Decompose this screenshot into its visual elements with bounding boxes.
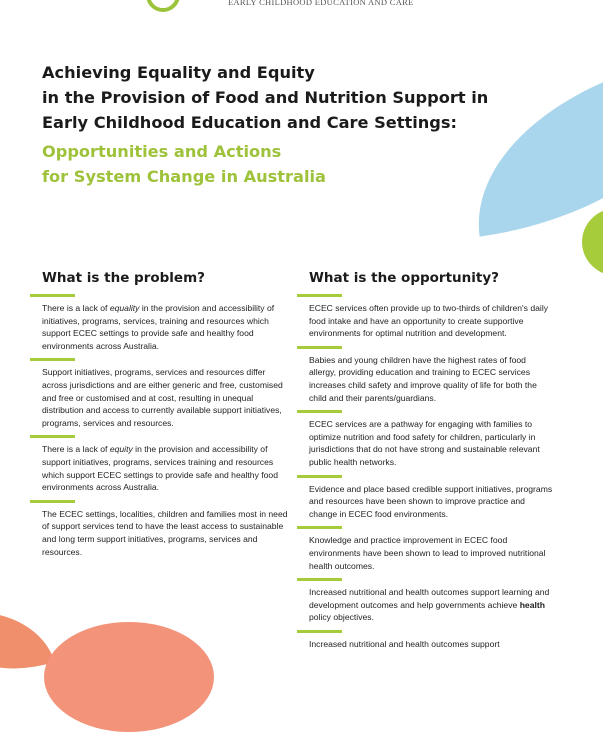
organization-name: EARLY CHILDHOOD EDUCATION AND CARE [228, 0, 414, 7]
emphasis-text: equality [109, 303, 140, 313]
decorative-salmon-circle [44, 622, 214, 732]
opportunity-item [297, 294, 555, 346]
problem-heading: What is the problem? [42, 270, 205, 286]
problem-item [30, 358, 288, 435]
problem-item-text: There is a lack of equity in the provision and accessibility of support initiatives, programs, services training and resources which support ECEC settings to provide safe and healthy food environments across Australia. [42, 444, 278, 493]
accent-bar [297, 578, 342, 581]
problem-item-text: Support initiatives, programs, services and resources differ across jurisdictions and are either generic and free, customised and free or customised and at cost, resulting in unequal distribution and access to currently available support initiatives, programs, services and resources. [42, 367, 283, 428]
accent-bar [297, 475, 342, 478]
opportunity-item-text: Babies and young children have the highest rates of food allergy, providing education and training to ECEC services increases child safety and improve quality of life for both the child and their parents/guardians. [309, 354, 537, 403]
opportunity-item-text: ECEC services are a pathway for engaging with families to optimize nutrition and food safety for children, particularly in jurisdictions that do not have strong and sustainable relevant public health networks. [309, 419, 540, 467]
decorative-green-circle [582, 208, 603, 276]
opportunity-item-text: Increased nutritional and health outcomes support [309, 638, 500, 649]
opportunity-item [297, 346, 555, 410]
problem-item [30, 294, 288, 358]
page-title-line-2: in the Provision of Food and Nutrition Support in [42, 88, 489, 107]
opportunity-item-text: Increased nutritional and health outcomes support learning and development outcomes and help governments achieve health policy objectives. [309, 587, 550, 623]
problem-item-text: There is a lack of equality in the provision and accessibility of initiatives, programs, services, training and resources which support ECEC settings to provide safe and healthy food environments across Australia. [42, 303, 275, 351]
accent-bar [297, 526, 342, 529]
accent-bar [297, 410, 342, 413]
title-block [42, 60, 512, 189]
page-title-line-3: Early Childhood Education and Care Settings: [42, 113, 457, 132]
subtitle-line-1: Opportunities and Actions [42, 142, 282, 161]
problem-item [30, 435, 288, 499]
problem-item [30, 500, 288, 564]
opportunity-item [297, 630, 555, 657]
opportunity-item [297, 526, 555, 578]
subtitle [42, 139, 512, 189]
bold-text: health [519, 599, 545, 610]
accent-bar [30, 358, 75, 361]
opportunity-item [297, 410, 555, 474]
subtitle-line-2: for System Change in Australia [42, 167, 326, 186]
problem-item-text: The ECEC settings, localities, children and families most in need of support services tend to have the least access to sustainable and long term support initiatives, programs, services and resources. [42, 508, 288, 557]
opportunity-column [297, 268, 555, 656]
opportunity-item-text: Knowledge and practice improvement in ECEC food environments have been shown to lead to improved nutritional health outcomes. [309, 535, 546, 571]
logo-icon [146, 0, 180, 12]
opportunity-heading: What is the opportunity? [309, 270, 499, 286]
emphasis-text: equity [109, 444, 133, 455]
opportunity-item [297, 475, 555, 527]
accent-bar [297, 346, 342, 349]
opportunity-item-text: ECEC services often provide up to two-thirds of children's daily food intake and have an opportunity to create supportive environments for optimal nutrition and development. [309, 303, 549, 339]
problem-column [30, 268, 288, 564]
opportunity-item [297, 578, 555, 630]
accent-bar [297, 294, 342, 297]
accent-bar [30, 435, 75, 438]
accent-bar [297, 630, 342, 633]
accent-bar [30, 294, 75, 297]
accent-bar [30, 500, 75, 503]
opportunity-item-text: Evidence and place based credible support initiatives, programs and resources have been shown to improve practice and change in ECEC food environments. [309, 483, 553, 519]
page-title-line-1: Achieving Equality and Equity [42, 63, 315, 82]
